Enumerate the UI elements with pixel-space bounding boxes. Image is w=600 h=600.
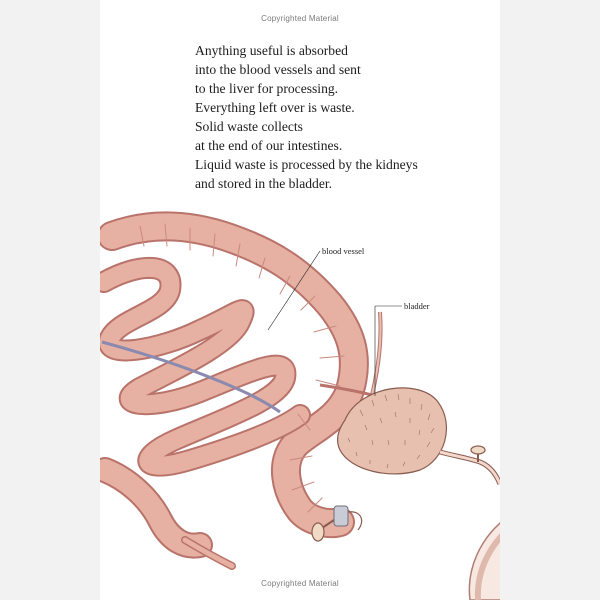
- label-bladder: bladder: [404, 301, 430, 311]
- body-line: into the blood vessels and sent: [195, 62, 361, 77]
- intestine-coils: [104, 224, 354, 566]
- body-line: and stored in the bladder.: [195, 176, 333, 191]
- body-line: at the end of our intestines.: [195, 138, 343, 153]
- body-line: Solid waste collects: [195, 119, 303, 134]
- body-line: Everything left over is waste.: [195, 100, 355, 115]
- body-line: to the liver for processing.: [195, 81, 339, 96]
- label-blood-vessel: blood vessel: [322, 246, 365, 256]
- copyright-watermark-bottom: Copyrighted Material: [261, 579, 339, 588]
- copyright-watermark-top: Copyrighted Material: [261, 14, 339, 23]
- body-line: Anything useful is absorbed: [195, 43, 348, 58]
- body-line: Liquid waste is processed by the kidneys: [195, 157, 418, 172]
